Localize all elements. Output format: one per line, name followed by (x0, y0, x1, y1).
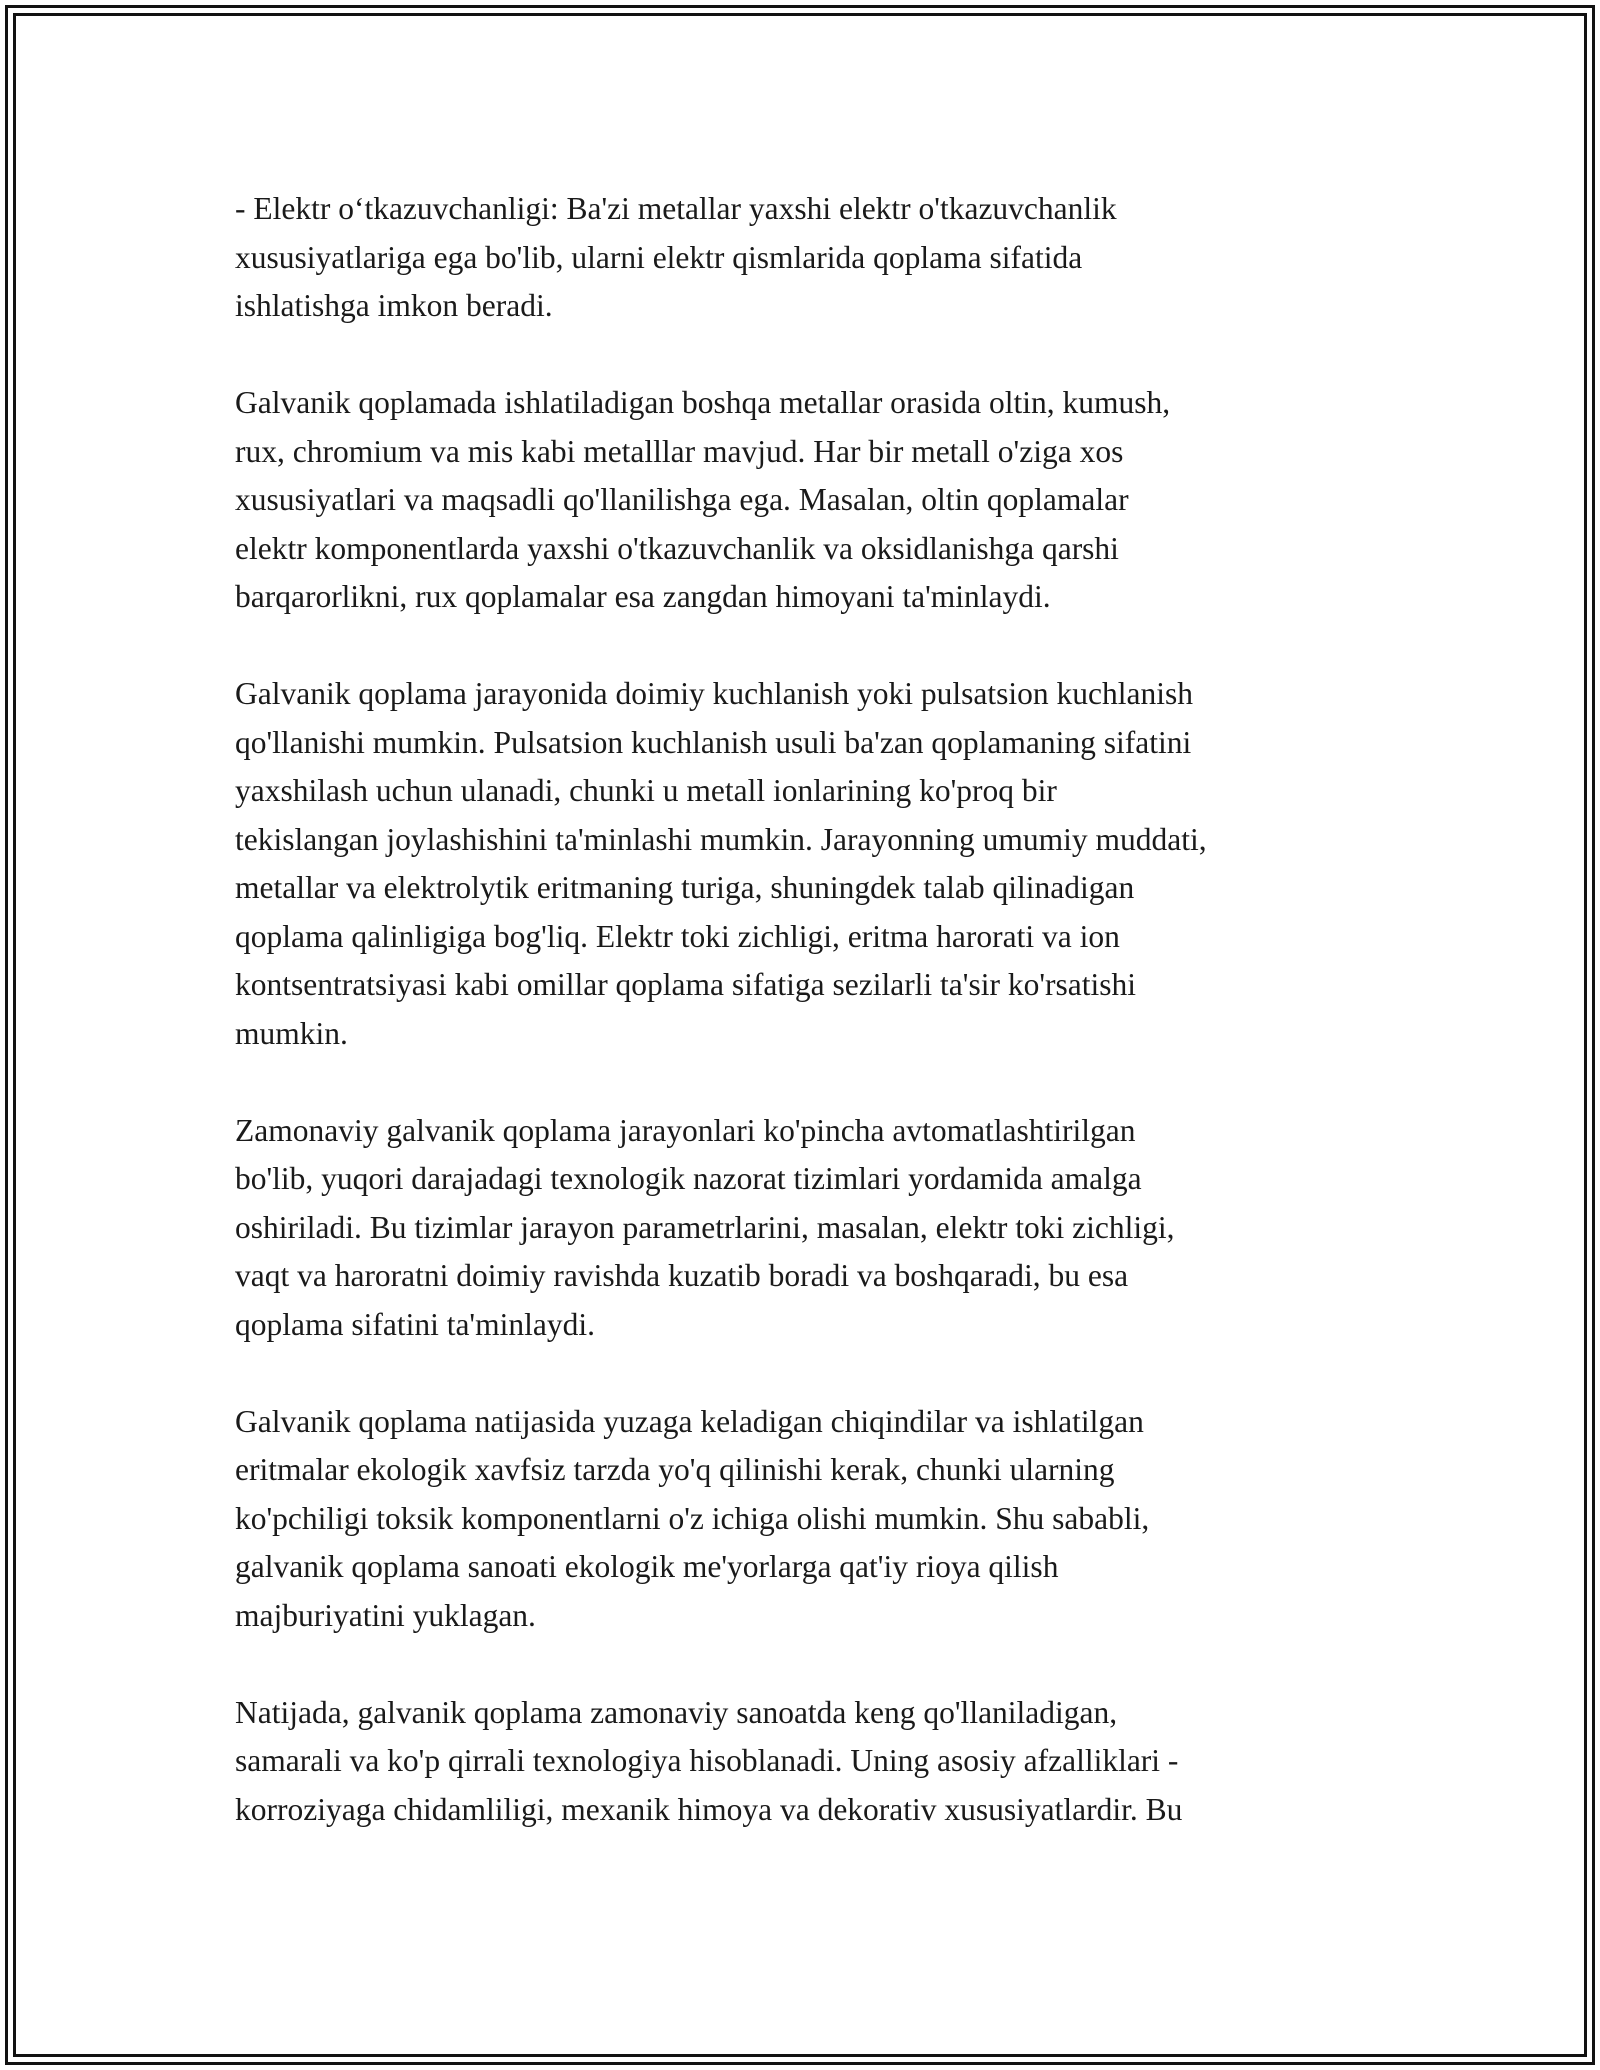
text-line: kontsentratsiyasi kabi omillar qoplama sifatiga sezilarli ta'sir ko'rsatishi (235, 967, 1137, 1002)
text-line: bo'lib, yuqori darajadagi texnologik nazorat tizimlari yordamida amalga (235, 1161, 1142, 1196)
text-line: eritmalar ekologik xavfsiz tarzda yo'q qilinishi kerak, chunki ularning (235, 1452, 1115, 1487)
text-line: vaqt va haroratni doimiy ravishda kuzatib boradi va boshqaradi, bu esa (235, 1258, 1129, 1293)
text-line: Zamonaviy galvanik qoplama jarayonlari ko'pincha avtomatlashtirilgan (235, 1112, 1136, 1148)
document-body (235, 185, 1375, 1883)
text-line: qoplama qalinligiga bog'liq. Elektr toki zichligi, eritma harorati va ion (235, 918, 1120, 954)
text-line: xususiyatlari va maqsadli qo'llanilishga ega. Masalan, oltin qoplamalar (235, 482, 1129, 517)
text-line: Galvanik qoplama jarayonida doimiy kuchlanish yoki pulsatsion kuchlanish (235, 676, 1193, 711)
text-line: oshiriladi. Bu tizimlar jarayon parametrlarini, masalan, elektr toki zichligi, (235, 1209, 1175, 1245)
text-line: ishlatishga imkon beradi. (235, 288, 553, 323)
paragraph-other-metals (235, 379, 1375, 622)
text-line: korroziyaga chidamliligi, mexanik himoya va dekorativ xususiyatlardir. Bu (235, 1791, 1183, 1827)
text-line: Natijada, galvanik qoplama zamonaviy sanoatda keng qo'llaniladigan, (235, 1694, 1118, 1730)
paragraph-automation (235, 1107, 1375, 1350)
text-line: Galvanik qoplama natijasida yuzaga keladigan chiqindilar va ishlatilgan (235, 1403, 1144, 1439)
text-line: elektr komponentlarda yaxshi o'tkazuvchanlik va oksidlanishga qarshi (235, 530, 1119, 566)
text-line: qoplama sifatini ta'minlaydi. (235, 1306, 595, 1342)
paragraph-conclusion (235, 1689, 1375, 1835)
text-line: samarali va ko'p qirrali texnologiya hisoblanadi. Uning asosiy afzalliklari - (235, 1743, 1179, 1778)
text-line: barqarorlikni, rux qoplamalar esa zangdan himoyani ta'minlaydi. (235, 579, 1051, 614)
text-line: rux, chromium va mis kabi metalllar mavjud. Har bir metall o'ziga xos (235, 433, 1124, 469)
text-line: - Elektr o‘tkazuvchanligi: Ba'zi metallar yaxshi elektr o'tkazuvchanlik (235, 191, 1117, 226)
text-line: mumkin. (235, 1015, 348, 1051)
text-line: qo'llanishi mumkin. Pulsatsion kuchlanish usuli ba'zan qoplamaning sifatini (235, 724, 1192, 760)
text-line: ko'pchiligi toksik komponentlarni o'z ichiga olishi mumkin. Shu sababli, (235, 1500, 1150, 1536)
paragraph-waste-ecology (235, 1398, 1375, 1641)
text-line: yaxshilash uchun ulanadi, chunki u metall ionlarining ko'proq bir (235, 773, 1057, 808)
paragraph-electrical-conductivity (235, 185, 1375, 331)
paragraph-voltage-process (235, 670, 1375, 1058)
text-line: galvanik qoplama sanoati ekologik me'yorlarga qat'iy rioya qilish (235, 1549, 1059, 1584)
text-line: majburiyatini yuklagan. (235, 1597, 536, 1633)
text-line: metallar va elektrolytik eritmaning turiga, shuningdek talab qilinadigan (235, 870, 1135, 905)
text-line: Galvanik qoplamada ishlatiladigan boshqa metallar orasida oltin, kumush, (235, 385, 1171, 420)
text-line: tekislangan joylashishini ta'minlashi mumkin. Jarayonning umumiy muddati, (235, 821, 1207, 857)
text-line: xususiyatlariga ega bo'lib, ularni elektr qismlarida qoplama sifatida (235, 239, 1083, 275)
